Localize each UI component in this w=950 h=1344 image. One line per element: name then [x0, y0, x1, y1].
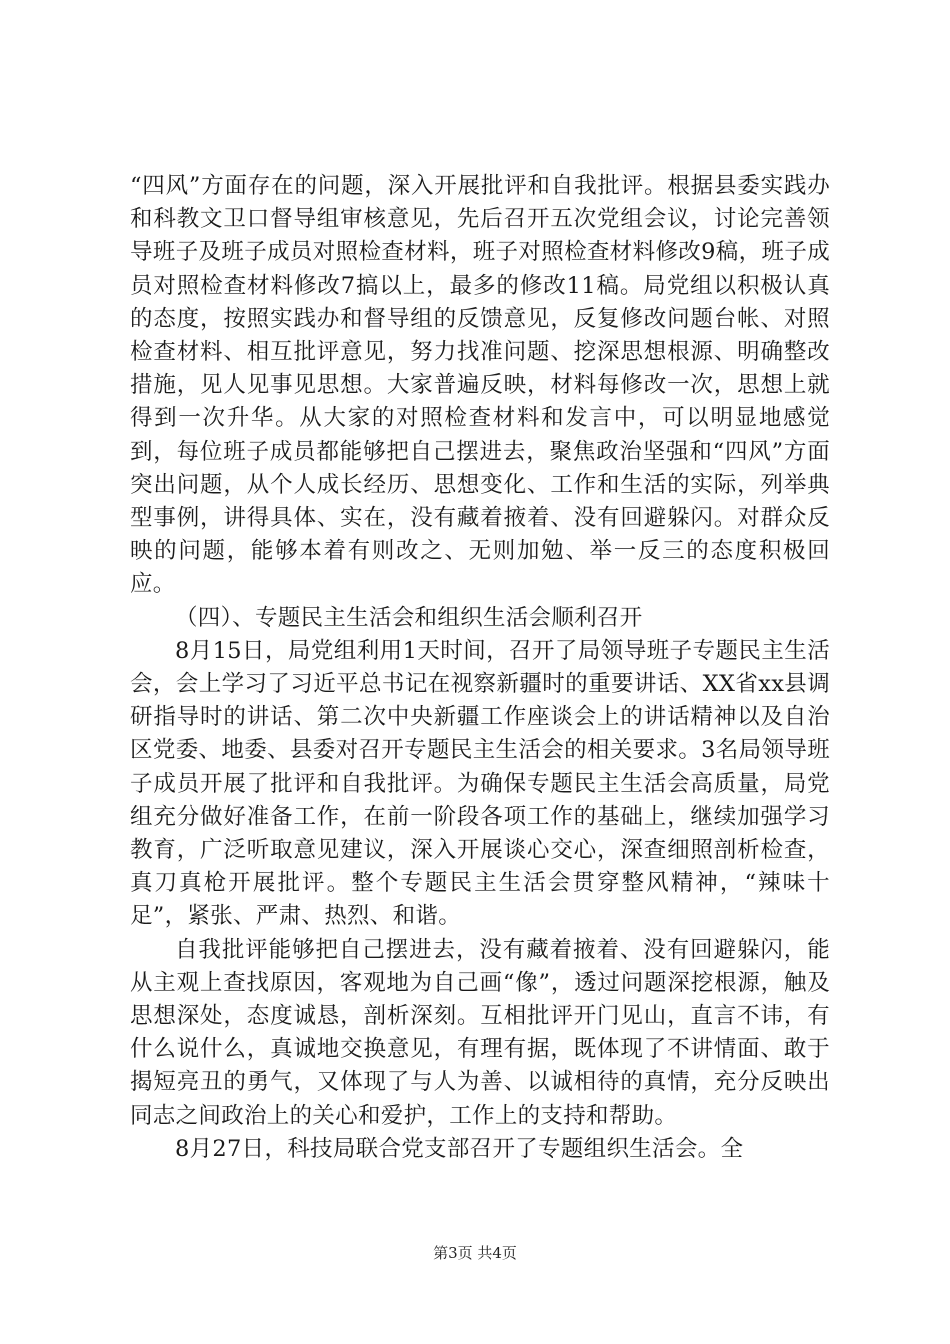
paragraph-meeting-aug15: 8月15日，局党组利用1天时间，召开了局领导班子专题民主生活会，会上学习了习近平总书记在视察新疆时的重要讲话、XX省xx县调研指导时的讲话、第二次中央新疆工作座谈会上的讲话精神以及自治区党委、地委、县委对召开专题民主生活会的相关要求。3名局领导班子成员开展了批评和自我批评。为确保专题民主生活会高质量，局党组充分做好准备工作，在前一阶段各项工作的基础上，继续加强学习教育，广泛听取意见建议，深入开展谈心交心，深查细照剖析检查，真刀真枪开展批评。整个专题民主生活会贯穿整风精神，“辣味十足”，紧张、严肃、热烈、和谐。 — [130, 637, 830, 930]
paragraph-meeting-aug27: 8月27日，科技局联合党支部召开了专题组织生活会。全 — [175, 1135, 744, 1162]
page-footer: 第3页 共4页 — [433, 1244, 517, 1262]
document-body — [130, 170, 830, 1166]
section-heading: （四）、专题民主生活会和组织生活会顺利召开 — [175, 604, 643, 631]
paragraph-continuation: “四风”方面存在的问题，深入开展批评和自我批评。根据县委实践办和科教文卫口督导组审核意见，先后召开五次党组会议，讨论完善领导班子及班子成员对照检查材料，班子对照检查材料修改9稿，班子成员对照检查材料修改7搞以上，最多的修改11稿。局党组以积极认真的态度，按照实践办和督导组的反馈意见，反复修改问题台帐、对照检查材料、相互批评意见，努力找准问题、挖深思想根源、明确整改措施，见人见事见思想。大家普遍反映，材料每修改一次，思想上就得到一次升华。从大家的对照检查材料和发言中，可以明显地感觉到，每位班子成员都能够把自己摆进去，聚焦政治坚强和“四风”方面突出问题，从个人成长经历、思想变化、工作和生活的实际，列举典型事例，讲得具体、实在，没有藏着掖着、没有回避躲闪。对群众反映的问题，能够本着有则改之、无则加勉、举一反三的态度积极回应。 — [130, 173, 830, 598]
paragraph-self-criticism: 自我批评能够把自己摆进去，没有藏着掖着、没有回避躲闪，能从主观上查找原因，客观地为自己画“像”，透过问题深挖根源，触及思想深处，态度诚恳，剖析深刻。互相批评开门见山，直言不讳，有什么说什么，真诚地交换意见，有理有据，既体现了不讲情面、敢于揭短亮丑的勇气，又体现了与人为善、以诚相待的真情，充分反映出同志之间政治上的关心和爱护，工作上的支持和帮助。 — [130, 936, 830, 1129]
